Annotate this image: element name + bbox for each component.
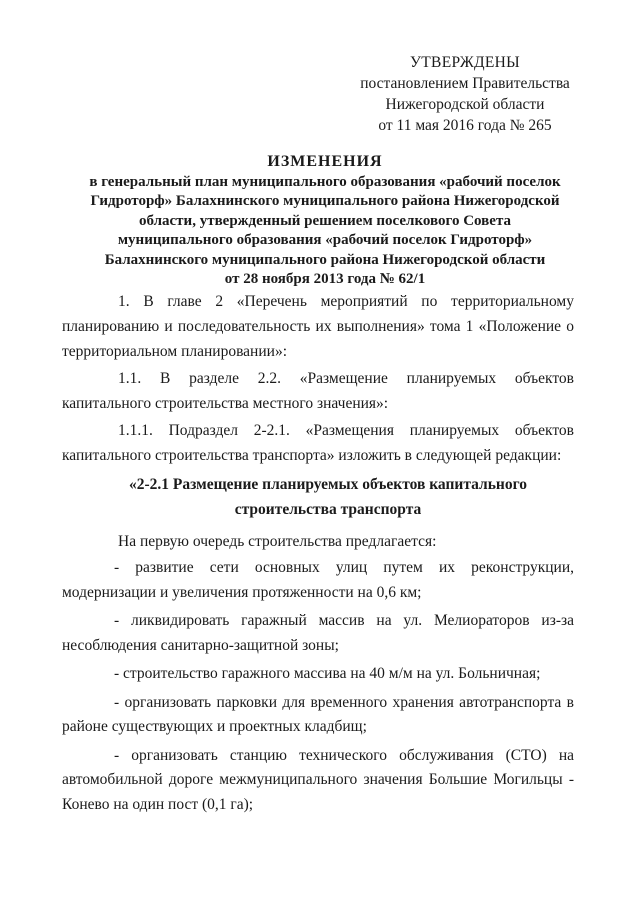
list-item: - ликвидировать гаражный массив на ул. Мелиораторов из-за несоблюдения санитарно-защитной зоны; bbox=[62, 612, 574, 654]
subsection-heading-line: «2-2.1 Размещение планируемых объектов капитального bbox=[129, 476, 527, 493]
list-item: - развитие сети основных улиц путем их реконструкции, модернизации и увеличения протяженности на 0,6 км; bbox=[62, 559, 574, 601]
paragraph-first-stage: На первую очередь строительства предлагается: bbox=[118, 533, 437, 550]
list-item: - организовать парковки для временного хранения автотранспорта в районе существующих и проектных кладбищ; bbox=[62, 693, 574, 735]
subsection-heading bbox=[62, 472, 574, 522]
approval-line: постановлением Правительства bbox=[360, 75, 570, 92]
approval-title: УТВЕРЖДЕНЫ bbox=[410, 54, 520, 71]
heading-line: от 28 ноября 2013 года № 62/1 bbox=[224, 271, 426, 287]
heading-line: области, утвержденный решением поселкового Совета bbox=[138, 212, 511, 229]
heading-line: в генеральный план муниципального образования «рабочий поселок bbox=[89, 173, 561, 190]
paragraph-1: 1. В главе 2 «Перечень мероприятий по территориальному планированию и последовательность их выполнения» тома 1 «Положение о территориальном планировании»: bbox=[62, 293, 574, 360]
document-body bbox=[62, 289, 574, 821]
list-item: - организовать станцию технического обслуживания (СТО) на автомобильной дороге межмуниципального значения Большие Могильцы - Конево на один пост (0,1 га); bbox=[62, 746, 574, 813]
approval-line: от 11 мая 2016 года № 265 bbox=[378, 117, 552, 134]
subsection-heading-line: строительства транспорта bbox=[234, 501, 422, 518]
heading-line: Балахнинского муниципального района Нижегородской области bbox=[104, 251, 546, 268]
paragraph-1-1-1: 1.1.1. Подраздел 2-2.1. «Размещения планируемых объектов капитального строительства транспорта» изложить в следующей редакции: bbox=[62, 422, 574, 464]
document-title: ИЗМЕНЕНИЯ bbox=[267, 153, 383, 170]
approval-line: Нижегородской области bbox=[385, 96, 545, 113]
heading-line: муниципального образования «рабочий поселок Гидроторф» bbox=[117, 232, 533, 248]
heading-line: Гидроторф» Балахнинского муниципального района Нижегородской bbox=[90, 193, 560, 209]
approval-stamp bbox=[330, 52, 600, 136]
document-heading bbox=[60, 152, 590, 290]
paragraph-1-1: 1.1. В разделе 2.2. «Размещение планируемых объектов капитального строительства местного значения»: bbox=[62, 370, 574, 412]
list-item: - строительство гаражного массива на 40 м/м на ул. Больничная; bbox=[114, 665, 541, 682]
